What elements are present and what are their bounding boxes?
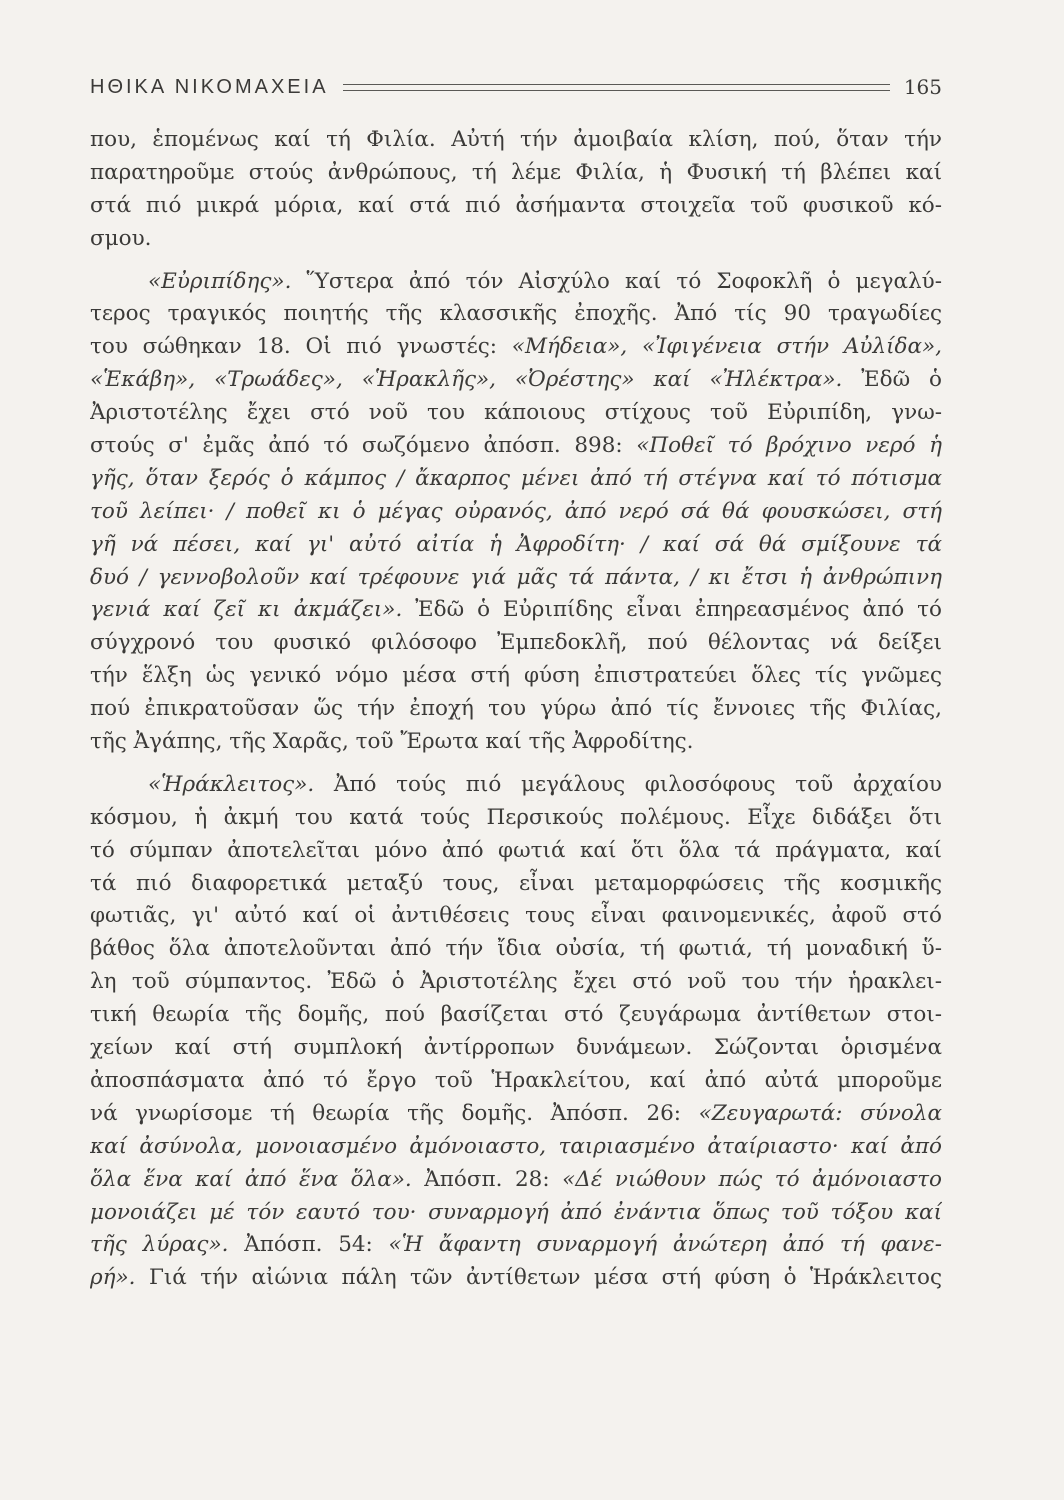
text-line: σμου. — [90, 225, 152, 251]
text-line: τική θεωρία τῆς δομῆς, πού βασίζεται στό ζευγάρωμα ἀντίθετων στοι- — [90, 1002, 942, 1028]
text-line: φωτιᾶς, γι' αὐτό καί οἱ ἀντιθέσεις τους εἶναι φαινομενικές, ἀφοῦ στό — [90, 903, 942, 929]
entry-heading-heraclitus: «Ἡράκλειτος». — [148, 771, 315, 797]
text-line: γενιά καί ζεῖ κι ἀκμάζει». Ἐδῶ ὁ Εὐριπίδης εἶναι ἐπηρεασμένος ἀπό τό — [90, 597, 942, 623]
text-line: κόσμου, ἡ ἀκμή του κατά τούς Περσικούς πολέμους. Εἶχε διδάξει ὅτι — [90, 804, 942, 830]
text-line: νά γνωρίσομε τή θεωρία τῆς δομῆς. Ἀπόσπ. 26: «Ζευγαρωτά: σύνολα — [90, 1100, 942, 1126]
page-number: 165 — [903, 75, 942, 99]
text-line: παρατηροῦμε στούς ἀνθρώπους, τή λέμε Φιλία, ἡ Φυσική τή βλέπει καί — [90, 159, 942, 185]
text-line: λη τοῦ σύμπαντος. Ἐδῶ ὁ Ἀριστοτέλης ἔχει στό νοῦ του τήν ἡρακλει- — [90, 969, 942, 995]
text-line: τήν ἕλξη ὡς γενικό νόμο μέσα στή φύση ἐπιστρατεύει ὅλες τίς γνῶμες — [90, 663, 942, 689]
text-line: πού ἐπικρατοῦσαν ὥς τήν ἐποχή του γύρω ἀπό τίς ἔννοιες τῆς Φιλίας, — [90, 696, 942, 722]
text-line: τῆς λύρας». Ἀπόσπ. 54: «Ἡ ἄφαντη συναρμογή ἀνώτερη ἀπό τή φανε- — [90, 1232, 942, 1258]
text-line: μονοιάζει μέ τόν εαυτό του· συναρμογή ἀπό ἐνάντια ὅπως τοῦ τόξου καί — [90, 1199, 942, 1225]
text-line: τερος τραγικός ποιητής τῆς κλασσικῆς ἐποχῆς. Ἀπό τίς 90 τραγωδίες — [90, 301, 942, 327]
body-text — [90, 124, 942, 1295]
entry-heading-euripides: «Εὐριπίδης». — [148, 268, 292, 294]
text-line: καί ἀσύνολα, μονοιασμένο ἀμόνοιαστο, ταιριασμένο ἀταίριαστο· καί ἀπό — [90, 1133, 942, 1159]
running-header — [90, 72, 942, 102]
text-line: «Ἑκάβη», «Τρωάδες», «Ἡρακλῆς», «Ὀρέστης» καί «Ἠλέκτρα». Ἐδῶ ὁ — [90, 367, 942, 393]
text-line: στά πιό μικρά μόρια, καί στά πιό ἀσήμαντα στοιχεῖα τοῦ φυσικοῦ κό- — [90, 192, 942, 218]
text-line: ὅλα ἕνα καί ἀπό ἕνα ὅλα». Ἀπόσπ. 28: «Δέ νιώθουν πώς τό ἀμόνοιαστο — [90, 1166, 942, 1192]
text-line: τοῦ λείπει· / ποθεῖ κι ὁ μέγας οὐρανός, ἀπό νερό σά θά φουσκώσει, στή — [90, 498, 942, 524]
text-line: τά πιό διαφορετικά μεταξύ τους, εἶναι μεταμορφώσεις τῆς κοσμικῆς — [90, 870, 942, 896]
text-line: Ἀριστοτέλης ἔχει στό νοῦ του κάποιους στίχους τοῦ Εὐριπίδη, γνω- — [90, 400, 942, 426]
text-line: τό σύμπαν ἀποτελεῖται μόνο ἀπό φωτιά καί ὅτι ὅλα τά πράγματα, καί — [90, 837, 942, 863]
text-line: «Ἡράκλειτος». Ἀπό τούς πιό μεγάλους φιλοσόφους τοῦ ἀρχαίου — [148, 771, 942, 797]
text-line: τῆς Ἀγάπης, τῆς Χαρᾶς, τοῦ Ἔρωτα καί τῆς Ἀφροδίτης. — [90, 729, 694, 755]
text-line: «Εὐριπίδης». Ὕστερα ἀπό τόν Αἰσχύλο καί τό Σοφοκλῆ ὁ μεγαλύ- — [148, 268, 942, 294]
text-line: ρή». Γιά τήν αἰώνια πάλη τῶν ἀντίθετων μέσα στή φύση ὁ Ἡράκλειτος — [90, 1265, 942, 1291]
text-line: που, ἑπομένως καί τή Φιλία. Αὐτή τήν ἀμοιβαία κλίση, πού, ὅταν τήν — [90, 127, 942, 152]
text-line: χείων καί στή συμπλοκή ἀντίρροπων δυνάμεων. Σώζονται ὁρισμένα — [90, 1035, 942, 1061]
text-line: γῆς, ὅταν ξερός ὁ κάμπος / ἄκαρπος μένει ἀπό τή στέγνα καί τό πότισμα — [90, 465, 942, 491]
text-line: του σώθηκαν 18. Οἱ πιό γνωστές: «Μήδεια», «Ἰφιγένεια στήν Αὐλίδα», — [90, 334, 942, 360]
text-line: στούς σ' ἐμᾶς ἀπό τό σωζόμενο ἀπόσπ. 898: «Ποθεῖ τό βρόχινο νερό ἡ — [90, 433, 942, 459]
text-line: γῆ νά πέσει, καί γι' αὐτό αἰτία ἡ Ἀφροδίτη· / καί σά θά σμίξουνε τά — [90, 531, 942, 557]
text-line: ἀποσπάσματα ἀπό τό ἔργο τοῦ Ἡρακλείτου, καί ἀπό αὐτά μποροῦμε — [90, 1067, 942, 1093]
text-line: σύγχρονό του φυσικό φιλόσοφο Ἐμπεδοκλῆ, πού θέλοντας νά δείξει — [90, 630, 942, 656]
text-line: βάθος ὅλα ἀποτελοῦνται ἀπό τήν ἴδια οὐσία, τή φωτιά, τή μοναδική ὕ- — [90, 936, 942, 962]
text-line: δυό / γεννοβολοῦν καί τρέφουνε γιά μᾶς τά πάντα, / κι ἔτσι ἡ ἀνθρώπινη — [90, 564, 942, 590]
header-double-rule — [343, 84, 890, 91]
running-title: ΗΘΙΚΑ ΝΙΚΟΜΑΧΕΙΑ — [90, 75, 329, 98]
